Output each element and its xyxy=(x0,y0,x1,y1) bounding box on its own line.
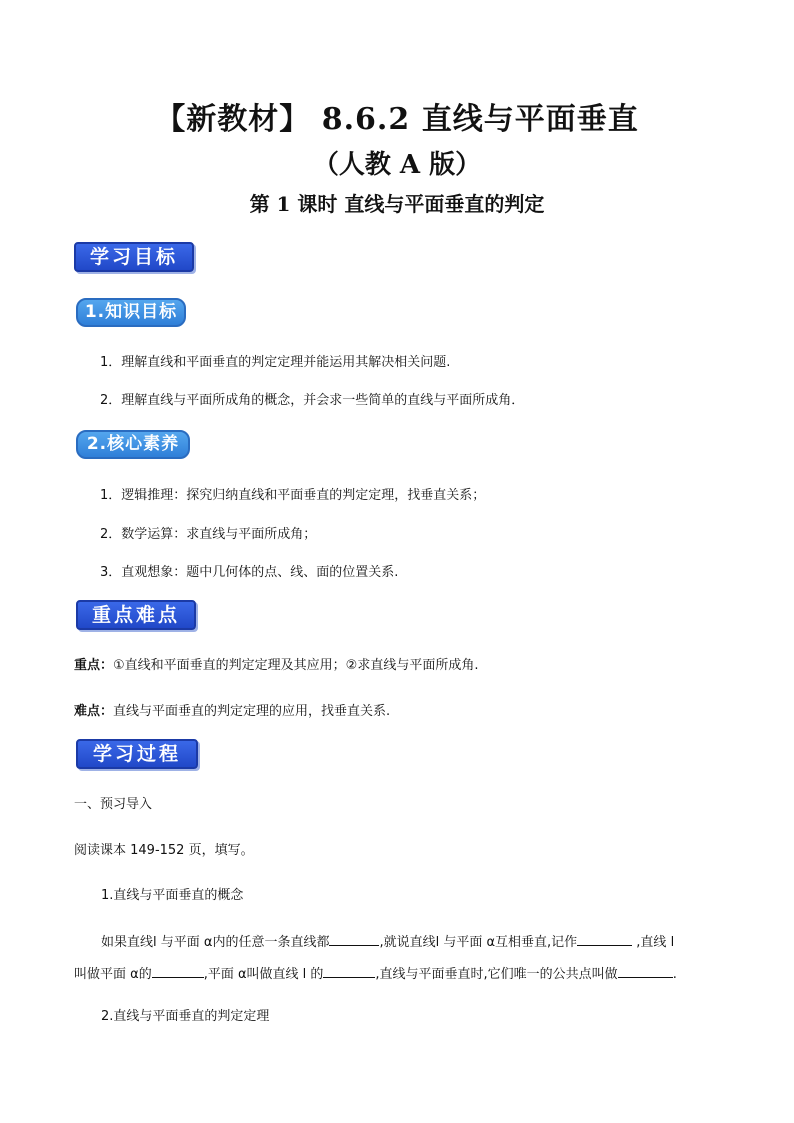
difficult-label: 难点： xyxy=(74,704,114,719)
knowledge-goals-badge: 1.知识目标 xyxy=(76,298,186,327)
fill-blank-2[interactable] xyxy=(577,931,632,946)
concept-paragraph-line1 xyxy=(101,931,674,952)
fill-blank-3[interactable] xyxy=(152,963,204,978)
theorem-title: 2.直线与平面垂直的判定定理 xyxy=(101,1009,270,1024)
concept-title: 1.直线与平面垂直的概念 xyxy=(101,888,244,903)
keypoints-badge: 重点难点 xyxy=(76,600,196,630)
objectives-badge: 学习目标 xyxy=(74,242,194,272)
difficult-points-line xyxy=(74,703,390,721)
fill-blank-4[interactable] xyxy=(323,963,375,978)
key-label: 重点： xyxy=(74,658,114,673)
process-badge: 学习过程 xyxy=(76,739,198,769)
process-heading: 一、预习导入 xyxy=(74,797,153,812)
core-literacy-badge: 2.核心素养 xyxy=(76,430,190,459)
literacy-item-3: 3．直观想象：题中几何体的点、线、面的位置关系. xyxy=(100,565,399,580)
reading-instruction: 阅读课本 149-152 页，填写。 xyxy=(74,843,254,858)
document-title: 【新教材】 8.6.2 直线与平面垂直 xyxy=(155,102,639,137)
literacy-item-1: 1．逻辑推理：探究归纳直线和平面垂直的判定定理，找垂直关系； xyxy=(100,488,486,503)
concept-text-d: 叫做平面 α的 xyxy=(74,967,152,982)
concept-text-g: . xyxy=(672,967,677,982)
concept-text-e: ,平面 α叫做直线 l 的 xyxy=(203,967,324,982)
lesson-subtitle: 第 1 课时 直线与平面垂直的判定 xyxy=(249,192,545,216)
fill-blank-5[interactable] xyxy=(618,963,673,978)
difficult-text: 直线与平面垂直的判定定理的应用，找垂直关系. xyxy=(113,704,391,719)
literacy-item-2: 2．数学运算：求直线与平面所成角； xyxy=(100,527,317,542)
knowledge-item-1: 1．理解直线和平面垂直的判定定理并能运用其解决相关问题. xyxy=(100,355,451,370)
concept-text-f: ,直线与平面垂直时,它们唯一的公共点叫做 xyxy=(375,967,618,982)
concept-paragraph-line2 xyxy=(74,963,677,984)
concept-text-b: ,就说直线l 与平面 α互相垂直,记作 xyxy=(379,935,578,950)
concept-text-a: 如果直线l 与平面 α内的任意一条直线都 xyxy=(101,935,330,950)
knowledge-item-2: 2．理解直线与平面所成角的概念，并会求一些简单的直线与平面所成角． xyxy=(100,393,525,408)
concept-text-c: ,直线 l xyxy=(632,935,675,950)
fill-blank-1[interactable] xyxy=(329,931,379,946)
edition-label: （人教 A 版） xyxy=(312,150,482,180)
key-points-line xyxy=(74,657,478,675)
key-text: ①直线和平面垂直的判定定理及其应用；②求直线与平面所成角. xyxy=(113,658,479,673)
